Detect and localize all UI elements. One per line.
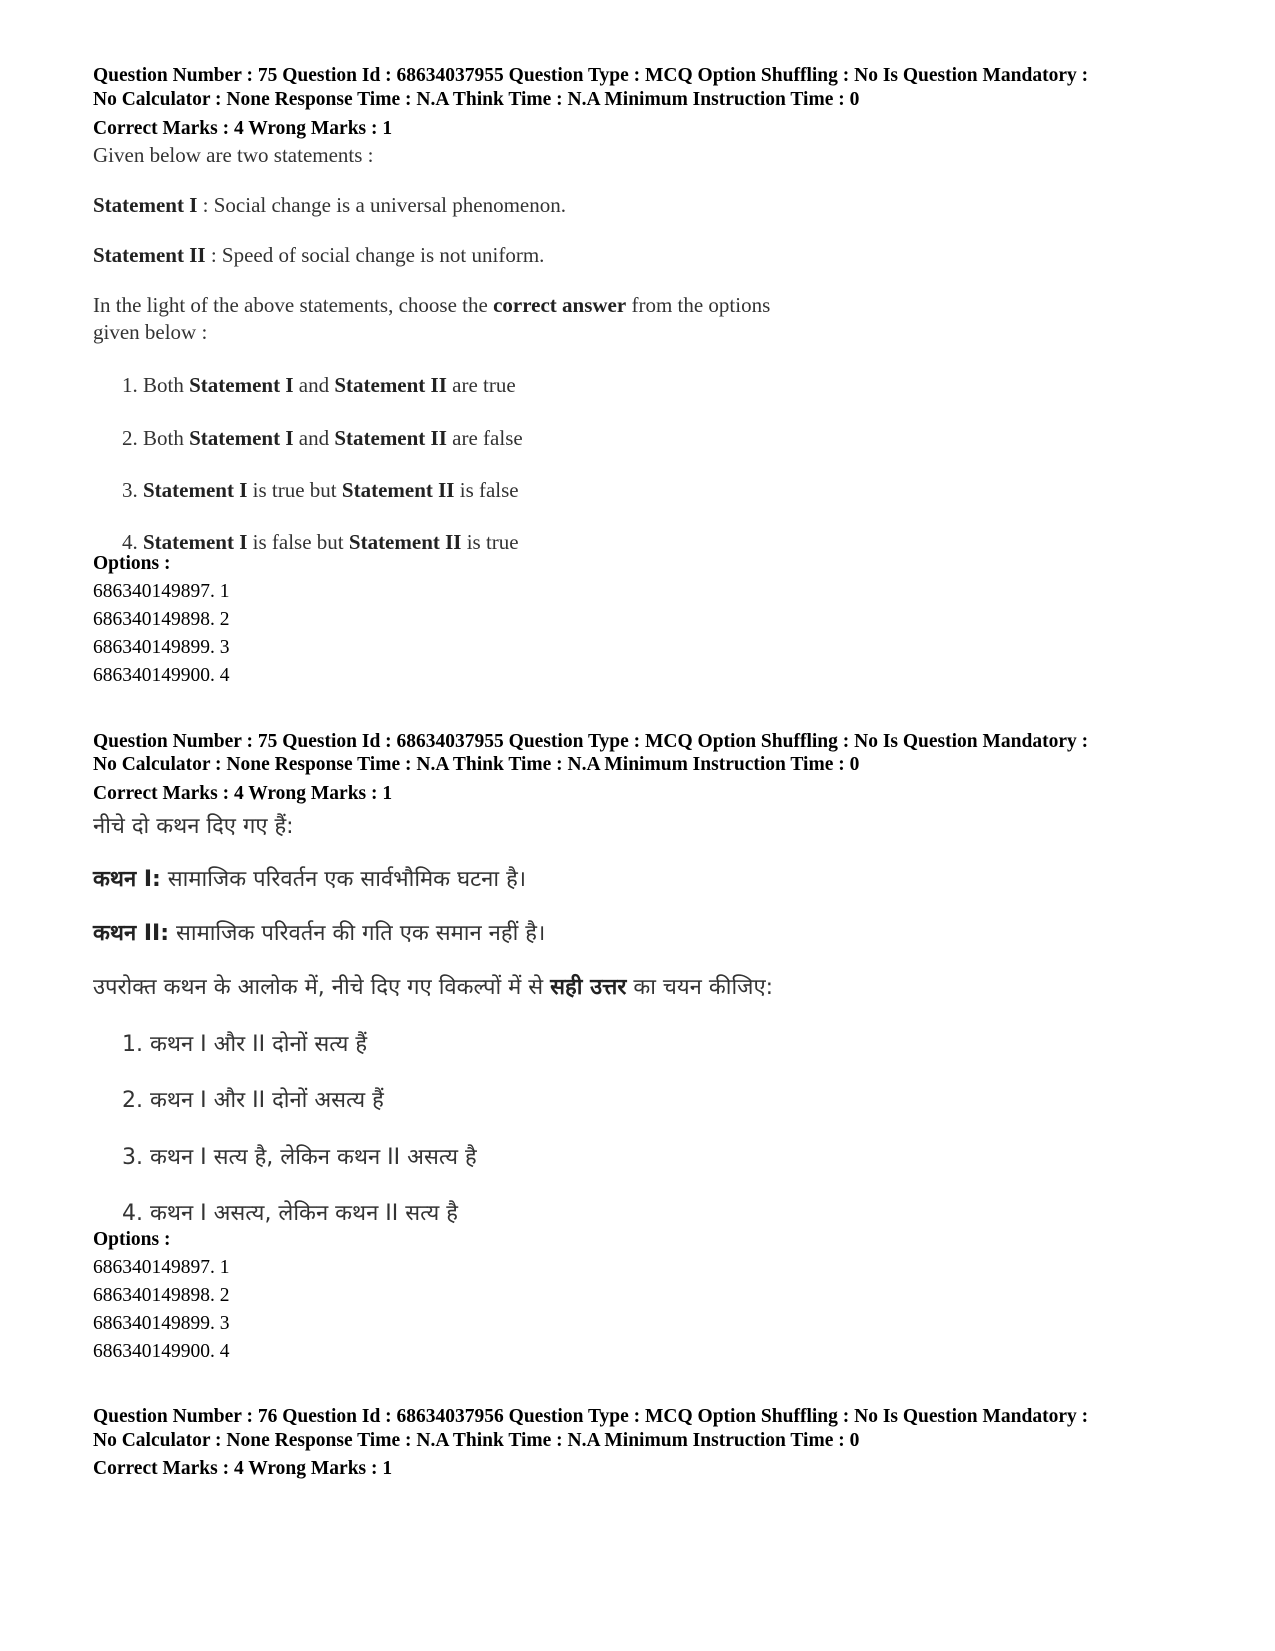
question-marks: Correct Marks : 4 Wrong Marks : 1 xyxy=(93,783,393,804)
options-label: Options : xyxy=(93,1229,171,1250)
choice-text: is true xyxy=(461,530,519,554)
statement-1 xyxy=(93,193,566,218)
choice-text: is false but xyxy=(247,530,349,554)
choice-4: 4. कथन I असत्य, लेकिन कथन II सत्य है xyxy=(122,1201,458,1226)
option-id: 686340149897. 1 xyxy=(93,581,230,602)
question-header-line-1: Question Number : 75 Question Id : 68634037955 Question Type : MCQ Option Shuffling : No Is Question Mandatory : xyxy=(93,731,1089,752)
statement-1-text: सामाजिक परिवर्तन एक सार्वभौमिक घटना है। xyxy=(160,867,527,892)
question-header-line-1: Question Number : 75 Question Id : 68634037955 Question Type : MCQ Option Shuffling : No Is Question Mandatory : xyxy=(93,65,1089,86)
choice-3 xyxy=(122,478,519,503)
question-header-line-1: Question Number : 76 Question Id : 68634037956 Question Type : MCQ Option Shuffling : No Is Question Mandatory : xyxy=(93,1406,1089,1427)
choice-bold: Statement I xyxy=(143,530,248,554)
choice-bold: Statement II xyxy=(341,478,455,502)
choice-4 xyxy=(122,530,519,555)
statement-2-label: कथन II: xyxy=(93,921,169,946)
choice-text: is false xyxy=(454,478,519,502)
instruction-text: In the light of the above statements, choose the xyxy=(93,293,494,317)
choice-text: 4. xyxy=(122,530,143,554)
choice-text: are false xyxy=(446,426,523,450)
option-id: 686340149900. 4 xyxy=(93,1341,230,1362)
question-header-line-2: No Calculator : None Response Time : N.A Think Time : N.A Minimum Instruction Time : 0 xyxy=(93,1430,860,1451)
option-id: 686340149897. 1 xyxy=(93,1257,230,1278)
option-id: 686340149899. 3 xyxy=(93,637,230,658)
option-id: 686340149898. 2 xyxy=(93,1285,230,1306)
statement-1-text: : Social change is a universal phenomenon. xyxy=(197,193,566,217)
instruction-line-1 xyxy=(93,971,773,1001)
choice-text: 2. Both xyxy=(122,426,190,450)
instruction-text: उपरोक्त कथन के आलोक में, नीचे दिए गए विकल्पों में से xyxy=(93,975,551,1000)
choice-text: 1. Both xyxy=(122,373,190,397)
choice-3: 3. कथन I सत्य है, लेकिन कथन II असत्य है xyxy=(122,1145,477,1170)
statement-2 xyxy=(93,243,544,268)
choice-bold: Statement I xyxy=(189,373,294,397)
choice-text: is true but xyxy=(247,478,342,502)
option-id: 686340149898. 2 xyxy=(93,609,230,630)
statement-1-label: Statement I xyxy=(93,193,198,217)
instruction-line-1 xyxy=(93,293,770,318)
instruction-line-2: given below : xyxy=(93,320,208,344)
choice-bold: Statement II xyxy=(334,373,447,397)
statement-2 xyxy=(93,917,545,947)
question-header-line-2: No Calculator : None Response Time : N.A Think Time : N.A Minimum Instruction Time : 0 xyxy=(93,754,860,775)
choice-text: and xyxy=(293,373,335,397)
instruction-bold: correct answer xyxy=(493,293,627,317)
choice-1: 1. कथन I और II दोनों सत्य हैं xyxy=(122,1032,368,1057)
choice-bold: Statement I xyxy=(189,426,294,450)
instruction-text-end: from the options xyxy=(626,293,771,317)
statement-1 xyxy=(93,863,526,893)
question-intro: नीचे दो कथन दिए गए हैं: xyxy=(93,814,294,839)
choice-text: are true xyxy=(446,373,516,397)
statement-2-label: Statement II xyxy=(93,243,206,267)
options-label: Options : xyxy=(93,553,171,574)
statement-1-label: कथन I: xyxy=(93,867,161,892)
choice-bold: Statement I xyxy=(143,478,248,502)
choice-text: and xyxy=(293,426,335,450)
instruction-bold: सही उत्तर xyxy=(550,975,627,1000)
choice-2: 2. कथन I और II दोनों असत्य हैं xyxy=(122,1088,384,1113)
statement-2-text: सामाजिक परिवर्तन की गति एक समान नहीं है। xyxy=(169,921,546,946)
choice-1 xyxy=(122,373,516,398)
choice-bold: Statement II xyxy=(348,530,462,554)
question-marks: Correct Marks : 4 Wrong Marks : 1 xyxy=(93,1458,393,1479)
choice-2 xyxy=(122,426,523,451)
choice-text: 3. xyxy=(122,478,143,502)
question-marks: Correct Marks : 4 Wrong Marks : 1 xyxy=(93,118,393,139)
option-id: 686340149900. 4 xyxy=(93,665,230,686)
question-intro: Given below are two statements : xyxy=(93,143,374,167)
choice-bold: Statement II xyxy=(334,426,447,450)
instruction-text-end: का चयन कीजिए: xyxy=(626,975,774,1000)
question-header-line-2: No Calculator : None Response Time : N.A Think Time : N.A Minimum Instruction Time : 0 xyxy=(93,89,860,110)
statement-2-text: : Speed of social change is not uniform. xyxy=(205,243,545,267)
option-id: 686340149899. 3 xyxy=(93,1313,230,1334)
